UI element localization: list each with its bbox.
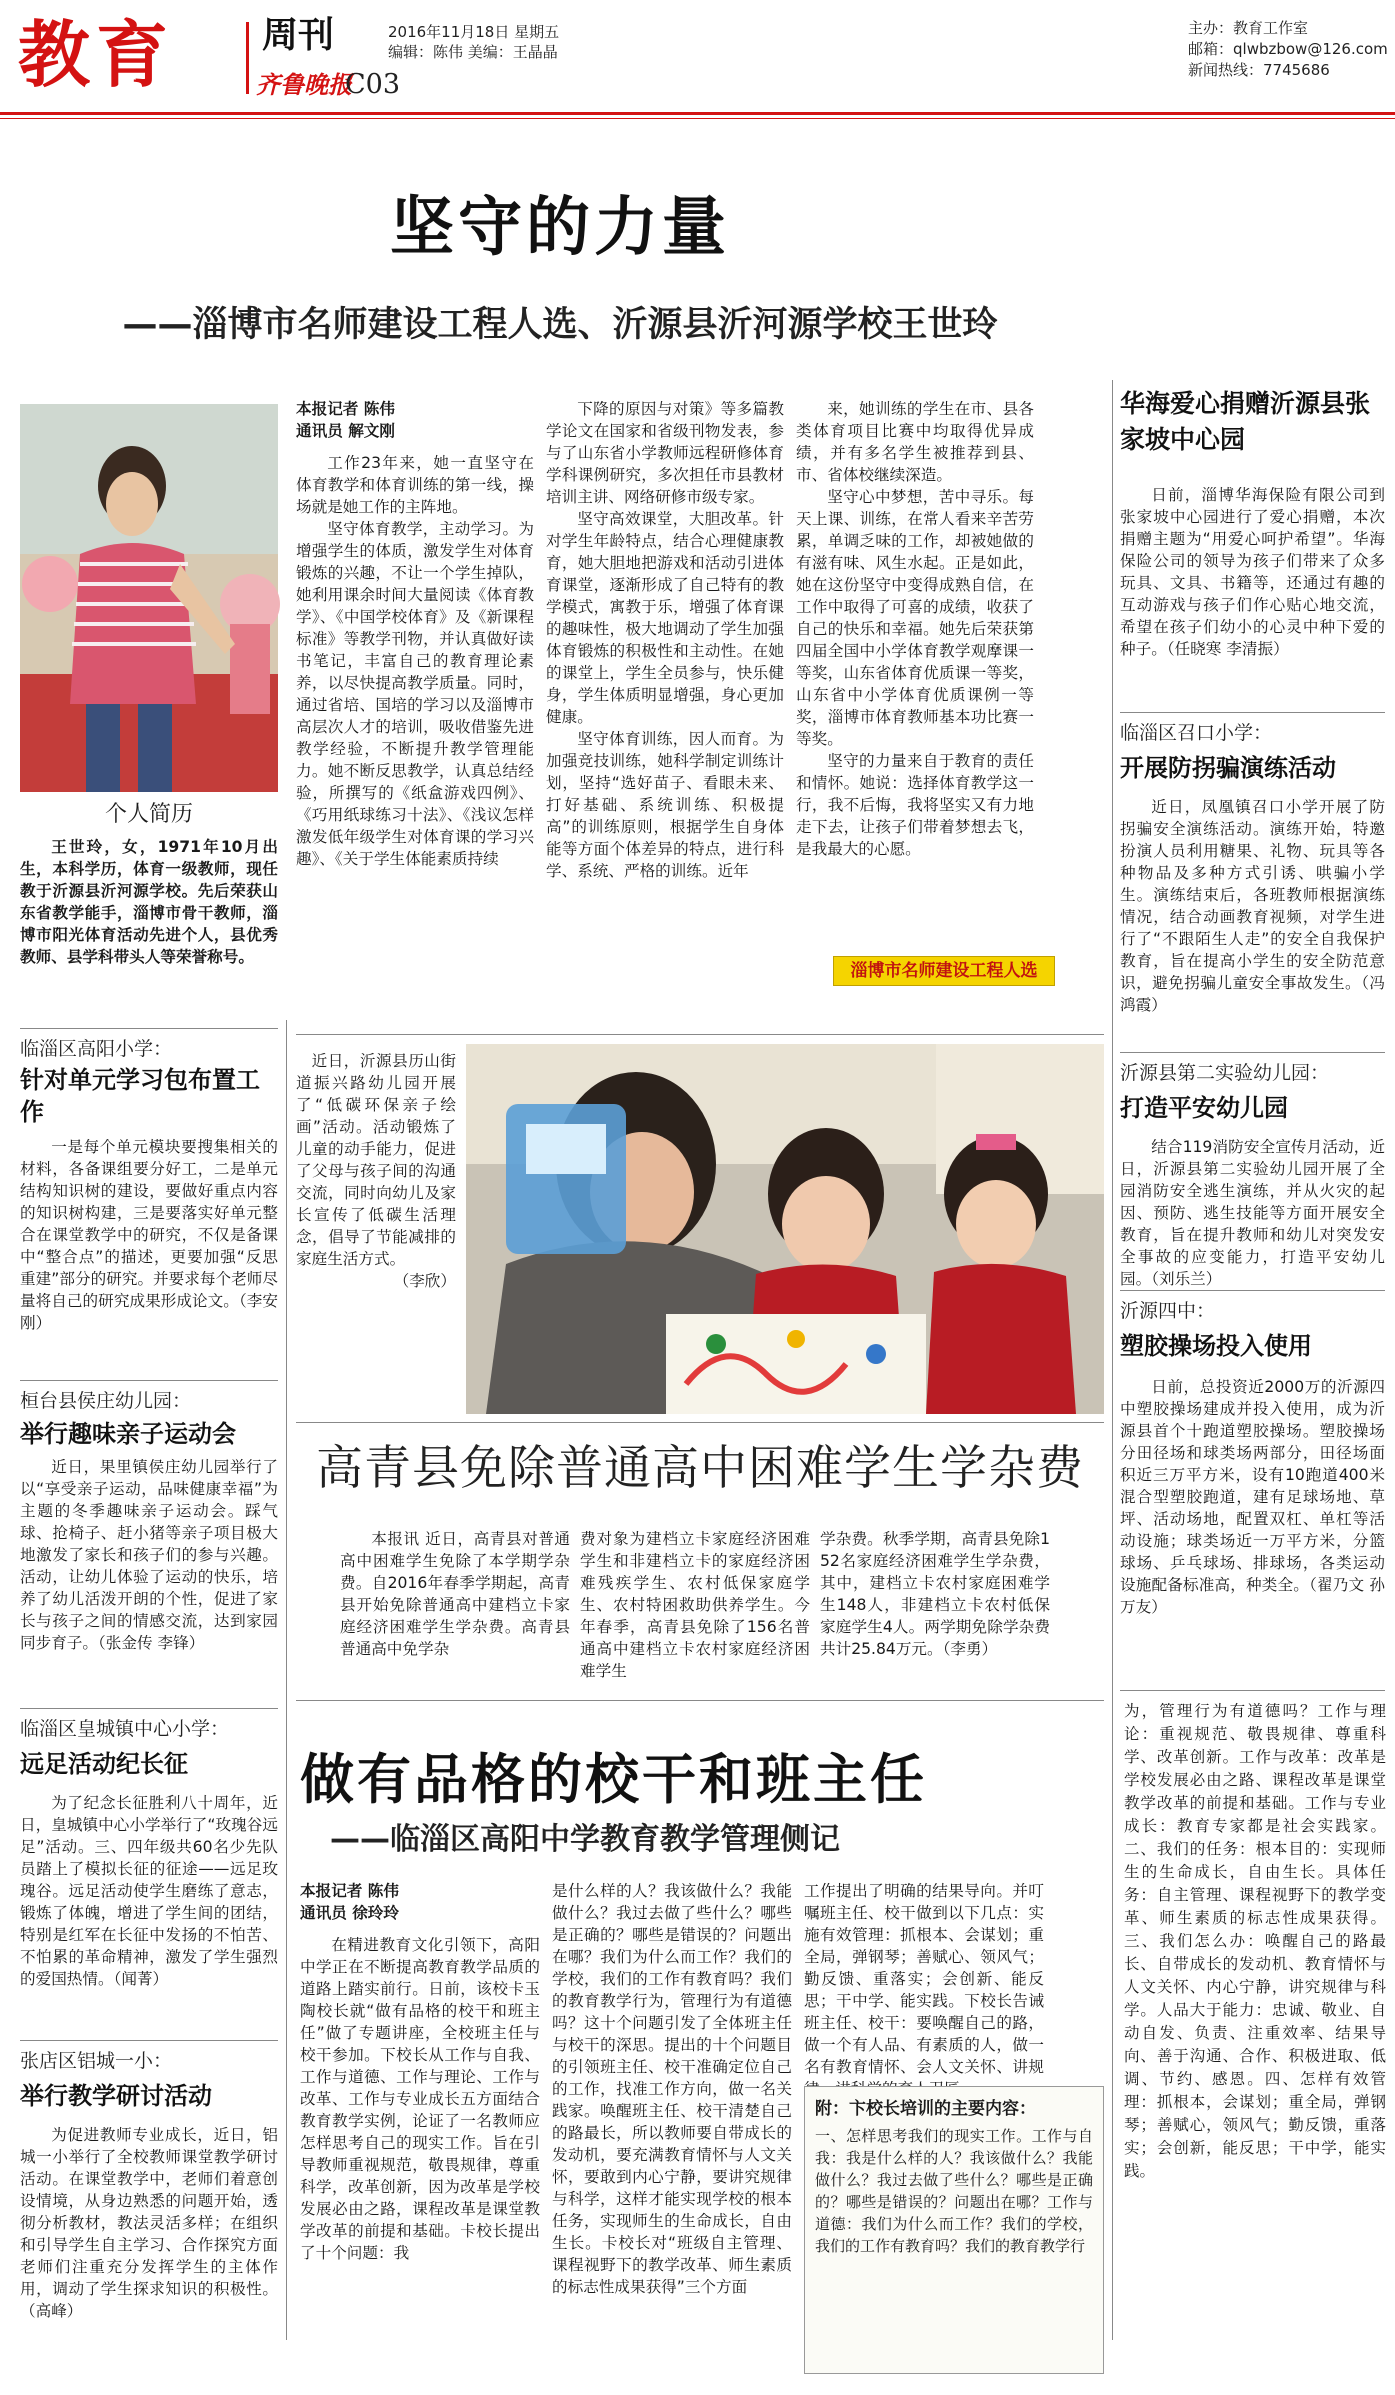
- brief-1-author: （李安刚）: [20, 1292, 278, 1332]
- feature-column-2: [546, 398, 784, 992]
- right-brief-1-headline: 华海爱心捐赠沂源县张家坡中心园: [1120, 389, 1371, 454]
- profile-heading: 个人简历: [104, 802, 193, 827]
- issue-date: 2016年11月18日 星期五: [388, 23, 560, 41]
- left-brief-rule-1: [20, 1028, 278, 1029]
- contact-info: [1188, 18, 1388, 81]
- kindergarten-body: 近日，沂源县历山街道振兴路幼儿园开展了“低碳环保亲子绘画”活动。活动锻炼了儿童的动手能力，促进了父母与孩子间的沟通交流，同时向幼儿及家长宣传了低碳生活理念，倡导了节能减排的家庭生活方式。: [296, 1052, 456, 1268]
- host-line: 主办：教育工作室: [1188, 19, 1309, 37]
- kindergarten-photo: [466, 1044, 1104, 1414]
- cadre-subtitle: ——临淄区高阳中学教育教学管理侧记: [330, 1822, 840, 1857]
- right-brief-4-text: [1120, 1376, 1385, 1618]
- masthead-rule-thin: [0, 118, 1395, 119]
- editor-line: 编辑：陈伟 美编：王晶晶: [388, 43, 558, 61]
- brief-3-headline: 远足活动纪长征: [20, 1750, 188, 1778]
- weekly-label: 周刊: [262, 15, 335, 56]
- right-brief-rule-2: [1120, 712, 1385, 713]
- feature-tag: 淄博市名师建设工程人选: [833, 956, 1055, 986]
- feature-byline-reporter: 本报记者 陈伟: [296, 400, 395, 418]
- cadre-rule: [296, 1700, 1104, 1701]
- hotline-line: 新闻热线：7745686: [1188, 61, 1330, 79]
- left-brief-rule-3: [20, 1708, 278, 1709]
- right-brief-3-body: 结合119消防安全宣传月活动，近日，沂源县第二实验幼儿园开展了全园消防安全逃生演练，并从火灾的起因、预防、逃生技能等方面开展安全教育，旨在提升教师和幼儿对突发安全事故的应变能力，打造平安幼儿园。: [1120, 1138, 1385, 1288]
- brief-2-location: 桓台县侯庄幼儿园：: [20, 1390, 192, 1412]
- brief-4-author: （高峰）: [20, 2302, 83, 2320]
- issue-meta: [388, 22, 559, 62]
- right-brief-rule-3: [1120, 1052, 1385, 1053]
- right-brief-3-location: 沂源县第二实验幼儿园：: [1120, 1062, 1330, 1084]
- brief-3-text: [20, 1792, 278, 1990]
- feature-col2-paragraph: 下降的原因与对策》等多篇教学论文在国家和省级刊物发表，参与了山东省小学教师远程研修体育学科课例研究，多次担任市县教材培训主讲、网络研修市级专家。: [546, 400, 784, 506]
- cadre-title: 做有品格的校干和班主任: [300, 1747, 927, 1811]
- right-brief-4-body: 日前，总投资近2000万的沂源四中塑胶操场建成并投入使用，成为沂源县首个十跑道塑胶操场。塑胶操场分田径场和球类场两部分，田径场面积近三万平方米，设有10跑道400米混合型塑胶跑道，建有足球场地、草坪、活动场地，配置双杠、单杠等活动设施；球类场近一万平方米，分篮球场、乒乓球场、排球场，各类运动设施配备标准高，种类全。: [1120, 1378, 1385, 1594]
- right-brief-1-text: [1120, 484, 1385, 660]
- fees-column-1: 本报讯 近日，高青县对普通高中困难学生免除了本学期学杂费。自2016年春季学期起，高青县开始免除普通高中建档立卡家庭经济困难学生学杂费。高青县普通高中免学杂: [340, 1530, 570, 1658]
- cadre-column-3: 工作提出了明确的结果导向。并叮嘱班主任、校干做到以下几点：实施有效管理：抓根本、会谋划；重全局，弹钢琴；善赋心、领风气；勤反馈、重落实；会创新、能反思；干中学、能实践。下校长告诫班主任、校干：要唤醒自己的路，做一个有人品、有素质的人，做一名有教育情怀、会人文关怀、讲规: [804, 1882, 1044, 2076]
- cadre-byline-correspondent: 通讯员 徐玲玲: [300, 1904, 399, 1922]
- feature-subtitle: ——淄博市名师建设工程人选、沂源县沂河源学校王世玲: [122, 305, 998, 345]
- brief-3-author: （闻菁）: [113, 1970, 169, 1988]
- brief-1-text: [20, 1136, 278, 1334]
- right-brief-2-body: 近日，凤凰镇召口小学开展了防拐骗安全演练活动。演练开始，特邀扮演人员利用糖果、礼物、玩具等各种物品及多种方式引诱、哄骗小学生。演练结束后，各班教师根据演练情况，结合动画教育视频，对学生进行了“不跟陌生人走”的安全自我保护教育，旨在提高小学生的安全防范意识，避免拐骗儿童安全事故发生。: [1120, 798, 1385, 992]
- feature-byline-correspondent: 通讯员 解文刚: [296, 422, 395, 440]
- cadre-note-title: 附：卞校长培训的主要内容：: [815, 2099, 1036, 2119]
- left-column-divider: [286, 1020, 287, 2340]
- kindergarten-rule: [296, 1034, 1104, 1035]
- right-brief-2-author: （冯鸿霞）: [1120, 974, 1385, 1014]
- left-brief-rule-2: [20, 1380, 278, 1381]
- right-brief-2-text: [1120, 796, 1385, 1016]
- masthead-divider: [246, 22, 249, 94]
- brief-2-headline: 举行趣味亲子运动会: [20, 1420, 236, 1448]
- brief-3-body: 为了纪念长征胜利八十周年，近日，皇城镇中心小学举行了“玫瑰谷远足”活动。三、四年级共60名少先队员踏上了模拟长征的征途——远足玫瑰谷。远足活动使学生磨练了意志，锻炼了体魄，增进了学生间的团结，特别是红军在长征中发扬的不怕苦、不怕累的革命精神，激发了学生强烈的爱国热情。: [20, 1794, 278, 1988]
- feature-col3-paragraph: 坚守的力量来自于教育的责任和情怀。她说：选择体育教学这一行，我不后悔，我将坚实又有力地走下去，让孩子们带着梦想去飞，是我最大的心愿。: [796, 752, 1034, 858]
- brief-1-body: 一是每个单元模块要搜集相关的材料，各备课组要分好工，二是单元结构知识树的建设，要做好重点内容的知识树构建，三是要落实好单元整合在课堂教学中的研究，不仅是备课中“整合点”的描述，更要加强“反思重建”部分的研究。并要求每个老师尽量将自己的研究成果形成论文。: [20, 1138, 278, 1310]
- feature-col3-paragraph: 来，她训练的学生在市、县各类体育项目比赛中均取得优异成绩，并有多名学生被推荐到县、市、省体校继续深造。: [796, 400, 1034, 484]
- profile-text: 王世玲，女，1971年10月出生，本科学历，体育一级教师，现任教于沂源县沂河源学校。先后荣获山东省教学能手，淄博市骨干教师，淄博市阳光体育活动先进个人，县优秀教师、县学科带头人等荣誉称号。: [20, 838, 278, 966]
- right-brief-4-location: 沂源四中：: [1120, 1300, 1216, 1322]
- fees-author: （李勇）: [942, 1640, 998, 1658]
- email-line: 邮箱：qlwbzbow@126.com: [1188, 40, 1388, 58]
- feature-col2-paragraph: 坚守高效课堂，大胆改革。针对学生年龄特点，结合心理健康教育，她大胆地把游戏和活动引进体育课堂，逐渐形成了自己特有的教学模式，寓教于乐，增强了体育课的趣味性，极大地调动了学生加强体育锻炼的积极性和主动性。在她的课堂上，学生全员参与，快乐健身，学生体质明显增强，身心更加健康。: [546, 510, 784, 726]
- brief-1-location: 临淄区高阳小学：: [20, 1038, 173, 1060]
- right-brief-4-headline: 塑胶操场投入使用: [1120, 1332, 1312, 1360]
- fees-title: 高青县免除普通高中困难学生学杂费: [316, 1441, 1084, 1496]
- fees-column-3: [820, 1528, 1050, 1682]
- kindergarten-author: （李欣）: [393, 1272, 456, 1290]
- cadre-byline-reporter: 本报记者 陈伟: [300, 1882, 399, 1900]
- section-title: 教育: [18, 13, 175, 97]
- portrait-photo: [20, 404, 278, 792]
- feature-title: 坚守的力量: [390, 190, 730, 265]
- right-brief-1-body: 日前，淄博华海保险有限公司到张家坡中心园进行了爱心捐赠，本次捐赠主题为“用爱心呵护希望”。华海保险公司的领导为孩子们带来了众多玩具、文具、书籍等，还通过有趣的互动游戏与孩子们作心贴心地交流，希望在孩子们幼小的心灵中种下爱的种子。: [1120, 486, 1385, 658]
- feature-col3-paragraph: 坚守心中梦想，苦中寻乐。每天上课、训练，在常人看来辛苦劳累，单调乏味的工作，却被她做的有滋有味、风生水起。正是如此，她在这份坚守中变得成熟自信，在工作中取得了可喜的成绩，收获了自己的快乐和幸福。她先后荣获第四届全国中小学体育教学观摩课一等奖，山东省体育优质课一等奖，山东省中小学体育优质课例一等奖，淄博市体育教师基本功比赛一等奖。: [796, 488, 1034, 748]
- cadre-note-text: 一、怎样思考我们的现实工作。工作与自我：我是什么样的人？我该做什么？我能做什么？我过去做了些什么？哪些是正确的？哪些是错误的？问题出在哪？工作与道德：我们为什么而工作？我们的学校，我们的工作有教育吗？我们的教育教学行: [815, 2127, 1093, 2255]
- right-brief-rule-4: [1120, 1290, 1385, 1291]
- masthead-rule: [0, 112, 1395, 115]
- paper-logo: 齐鲁晚报: [256, 71, 352, 99]
- brief-4-text: [20, 2124, 278, 2374]
- brief-4-location: 张店区铝城一小：: [20, 2050, 173, 2072]
- feature-column-1: [296, 452, 534, 992]
- right-brief-3-author: （刘乐兰）: [1151, 1270, 1222, 1288]
- fees-column-2: 费对象为建档立卡家庭经济困难学生和非建档立卡的家庭经济困难残疾学生、农村低保家庭学生、农村特困救助供养学生。今年春季，高青县免除了156名普通高中建档立卡农村家庭经济困难学生: [580, 1530, 810, 1680]
- kindergarten-text: [296, 1050, 456, 1292]
- left-brief-rule-4: [20, 2040, 278, 2041]
- cadre-notes-continued: 为，管理行为有道德吗？工作与理论：重视规范、敬畏规律、尊重科学、改革创新。工作与改革：改革是学校发展必由之路、课程改革是课堂教学改革的前提和基础。工作与专业成长：教育专家都是社会实践家。二、我们的任务：根本目的：实现师生的生命成长，自由生长。具体任务：自主管理、课程视野下的教学变革、师生素质的标志性成果获得。三、我们怎么办：唤醒自己的路最长、自带成长的发动机、教育情怀与人文关怀、内心宁静，讲究规律与科学。人品大于能力：忠诚、敬业、自动自发、负责、注重效率、结果导向、善于沟通、合作、积极进取、低调、节约、感恩。四、怎样有效管理：抓根本，会谋划；重全局，弹钢琴；善赋心，领风气；勤反馈，重落实；会创新，能反思；干中学，能实践。: [1124, 1702, 1386, 2180]
- brief-2-author: （张金传 李锋）: [97, 1634, 205, 1652]
- brief-2-text: [20, 1456, 278, 1654]
- right-brief-3-headline: 打造平安幼儿园: [1120, 1094, 1288, 1122]
- right-brief-3-text: [1120, 1136, 1385, 1290]
- feature-col1-paragraph: 坚守体育教学，主动学习。为增强学生的体质，激发学生对体育锻炼的兴趣，不让一个学生掉队，她利用课余时间大量阅读《体育教学》、《中国学校体育》及《新课程标准》等教学刊物，并认真做好读书笔记，丰富自己的教育理论素养，以尽快提高教学质量。同时，通过省培、国培的学习以及淄博市高层次人才的培训，吸收借鉴先进教学经验，不断提升教学管理能力。她不断反思教学，认真总结经验，所撰写的《纸盒游戏四例》、《巧用纸球练习十法》、《浅议怎样激发低年级学生对体育课的学习兴趣》、《关于学生体能素质持续: [296, 520, 534, 868]
- page-code: C03: [345, 69, 401, 100]
- cadre-column-2: 是什么样的人？我该做什么？我能做什么？我过去做了些什么？哪些是正确的？哪些是错误的？问题出在哪？我们为什么而工作？我们的学校，我们的工作有教育吗？我们的教育教学行为，管理行为有道德吗？这十个问题引发了全体班主任与校干的深思。提出的十个问题目的引领班主任、校干准确定位自己的工作，找准工作方向，做一名关践家。唤醒班主任、校干清楚自己的路最长，所以教师要自带成长的发动机，要充满教育情怀与人文关怀，要敢到内心宁静，要讲究规律与科学，这样才能实现学校的根本任务，实现师生的生命成长，自由生长。卡校长对“班级自主管理、课程视野下的教学改革、师生素质的标志性成果获得”三个方面: [552, 1882, 792, 2296]
- column-divider: [1112, 380, 1113, 2340]
- brief-4-headline: 举行教学研讨活动: [20, 2082, 212, 2110]
- cadre-column-1: 在精进教育文化引领下，高阳中学正在不断提高教育教学品质的道路上踏实前行。日前，该校卡玉陶校长就“做有品格的校干和班主任”做了专题讲座，全校班主任与校干参加。下校长从工作与自我、工作与道德、工作与理论、工作与改革、工作与专业成长五方面结合教育教学实例，论证了一名教师应怎样思考自己的现实工作。旨在引导教师重视规范，敬畏规律，尊重科学，改革创新，因为改革是学校发展必由之路，课程改革是课堂教学改革的前提和基础。卡校长提出了十个问题：我: [300, 1936, 540, 2262]
- brief-2-body: 近日，果里镇侯庄幼儿园举行了以“享受亲子运动，品味健康幸福”为主题的冬季趣味亲子运动会。踩气球、抢椅子、赶小猪等亲子项目极大地激发了家长和孩子们的参与兴趣。活动，让幼儿体验了运动的快乐，培养了幼儿活泼开朗的个性，促进了家长与孩子之间的情感交流，达到家园同步育子。: [20, 1458, 278, 1652]
- brief-4-body: 为促进教师专业成长，近日，铝城一小举行了全校教师课堂教学研讨活动。在课堂教学中，老师们着意创设情境，从身边熟悉的问题开始，透彻分析教材，教法灵活多样；在组织和引导学生自主学习、合作探究方面老师们注重充分发挥学生的主体作用，调动了学生探求知识的积极性。: [20, 2126, 278, 2298]
- feature-column-3: [796, 398, 1034, 932]
- brief-3-location: 临淄区皇城镇中心小学：: [20, 1718, 230, 1740]
- feature-col1-paragraph: 工作23年来，她一直坚守在体育教学和体育训练的第一线，操场就是她工作的主阵地。: [296, 454, 534, 516]
- fees-rule: [296, 1422, 1104, 1423]
- right-brief-2-location: 临淄区召口小学：: [1120, 722, 1273, 744]
- brief-1-headline: 针对单元学习包布置工作: [20, 1066, 260, 1126]
- feature-col2-paragraph: 坚守体育训练，因人而育。为加强竞技训练，她科学制定训练计划，坚持“选好苗子、看眼未来、打好基础、系统训练、积极提高”的训练原则，根据学生自身体能等方面个体差异的特点，进行科学、系统、严格的训练。近年: [546, 730, 784, 880]
- fees-col3-body: 学杂费。秋季学期，高青县免除152名家庭经济困难学生学杂费，其中，建档立卡农村家庭困难学生148人，非建档立卡农村低保家庭学生4人。两学期免除学杂费共计25.84万元。: [820, 1530, 1050, 1658]
- right-notes-rule: [1120, 1690, 1385, 1691]
- right-brief-2-headline: 开展防拐骗演练活动: [1120, 754, 1336, 782]
- right-brief-4-author: （翟乃文 孙万友）: [1120, 1576, 1385, 1616]
- right-brief-1-author: （任晓寒 李清振）: [1166, 640, 1289, 658]
- cadre-note-box: [804, 2086, 1104, 2374]
